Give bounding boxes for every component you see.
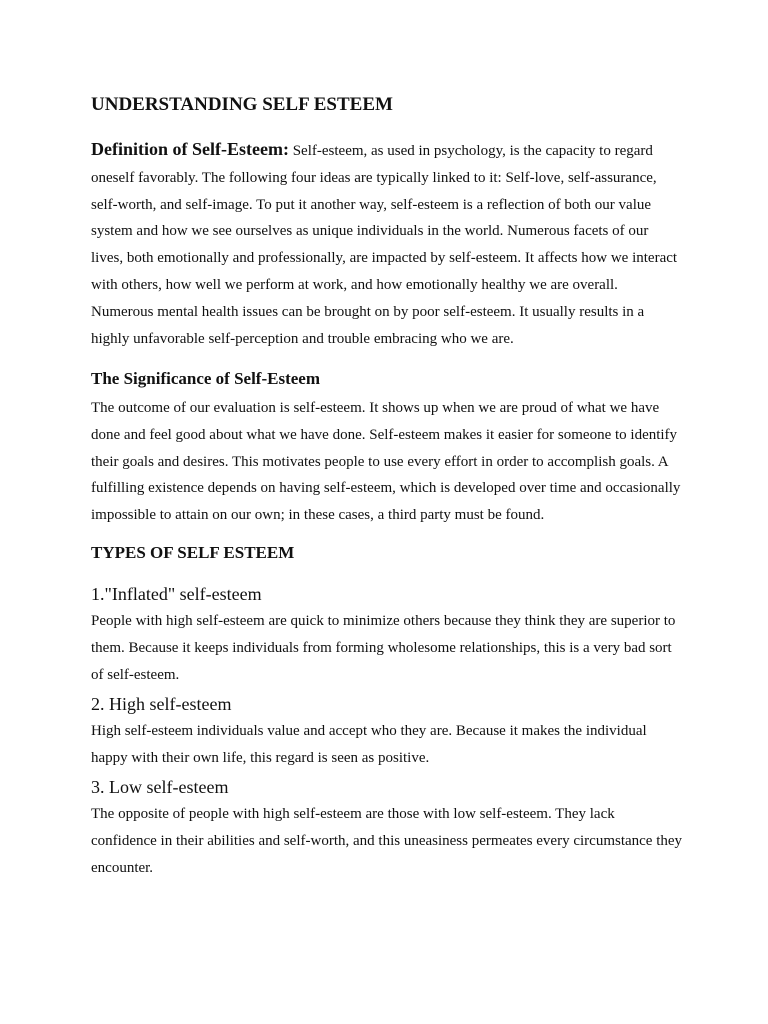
type-paragraph-high: High self-esteem individuals value and accept who they are. Because it makes the individual happy with their own life, this regard is seen as positive. [91, 723, 647, 766]
definition-text: Self-esteem, as used in psychology, is the capacity to regard oneself favorably. The following four ideas are typically linked to it: Self-love, self-assurance, self-worth, and self-image. To put it another way, self-esteem is a reflection of both our value system and how we see ourselves as unique individuals in the world. Numerous facets of our lives, both emotionally and professionally, are impacted by self-esteem. It affects how we interact with others, how well we perform at work, and how emotionally healthy we are overall. Numerous mental health issues can be brought on by poor self-esteem. It usually results in a highly unfavorable self-perception and trouble embracing who we are. [91, 143, 678, 347]
type-heading-inflated: 1."Inflated" self-esteem [91, 584, 262, 605]
definition-paragraph [91, 136, 683, 352]
significance-heading: The Significance of Self-Esteem [91, 369, 320, 389]
definition-lead: Definition of Self-Esteem: [91, 139, 289, 159]
document-page [91, 92, 683, 881]
type-heading-high: 2. High self-esteem [91, 694, 232, 715]
significance-paragraph: The outcome of our evaluation is self-esteem. It shows up when we are proud of what we have done and feel good about what we have done. Self-esteem makes it easier for someone to identify their goals and desires. This motivates people to use every effort in order to accomplish goals. A fulfilling existence depends on having self-esteem, which is developed over time and occasionally impossible to attain on our own; in these cases, a third party must be found. [91, 400, 681, 523]
type-paragraph-inflated: People with high self-esteem are quick to minimize others because they think they are superior to them. Because it keeps individuals from forming wholesome relationships, this is a very bad sort of self-esteem. [91, 613, 676, 683]
type-heading-low: 3. Low self-esteem [91, 777, 229, 798]
types-heading: TYPES OF SELF ESTEEM [91, 543, 295, 563]
document-title: UNDERSTANDING SELF ESTEEM [91, 94, 393, 115]
type-paragraph-low: The opposite of people with high self-esteem are those with low self-esteem. They lack confidence in their abilities and self-worth, and this uneasiness permeates every circumstance they encounter. [91, 806, 683, 876]
